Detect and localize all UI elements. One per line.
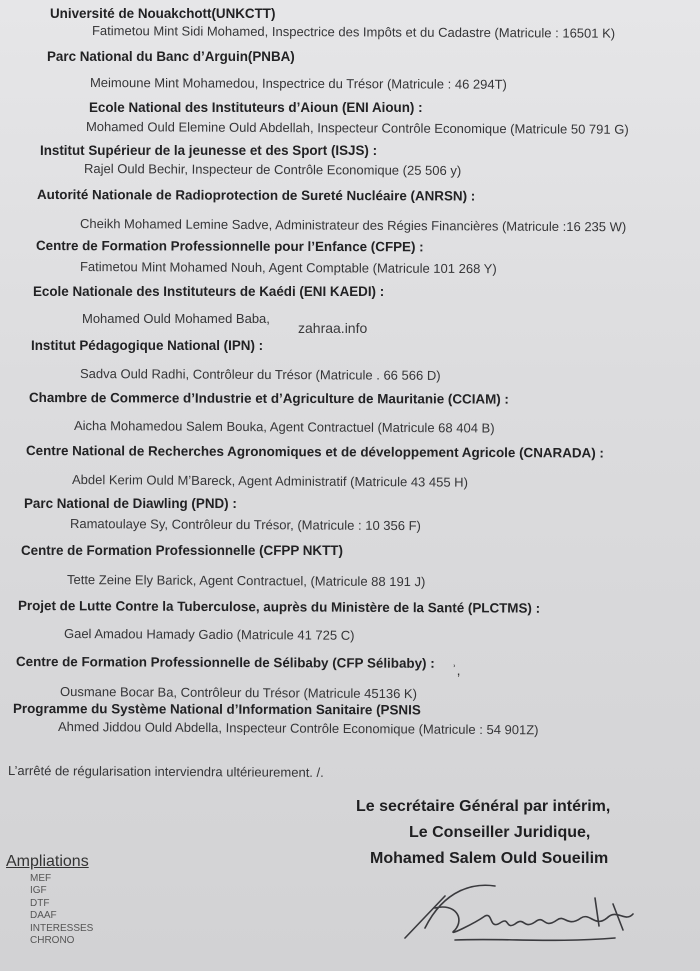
signatory-title: Le secrétaire Général par intérim, [356, 798, 611, 815]
staff-entry: Fatimetou Mint Sidi Mohamed, Inspectrice des Impôts et du Cadastre (Matricule : 16501 K) [91, 23, 616, 41]
institution-heading: Chambre de Commerce d’Industrie et d’Agriculture de Mauritanie (CCIAM) : [28, 390, 509, 407]
ampliation-item: DAAF [30, 910, 57, 922]
staff-entry: Rajel Ould Bechir, Inspecteur de Contrôle Economique (25 506 y) [83, 161, 462, 178]
institution-heading: Centre de Formation Professionnelle (CFPP NKTT) [21, 543, 343, 558]
signatory-name: Mohamed Salem Ould Soueilim [370, 850, 609, 867]
staff-entry: Aicha Mohamedou Salem Bouka, Agent Contractuel (Matricule 68 404 B) [73, 418, 495, 436]
staff-entry: Ramatoulaye Sy, Contrôleur du Trésor, (Matricule : 10 356 F) [69, 516, 421, 534]
institution-heading: Projet de Lutte Contre la Tuberculose, auprès du Ministère de la Santé (PLCTMS) : [17, 598, 541, 616]
staff-entry: Ousmane Bocar Ba, Contrôleur du Trésor (Matricule 45136 K) [59, 684, 417, 702]
signatory-role: Le Conseiller Juridique, [409, 824, 591, 841]
staff-entry: Sadva Ould Radhi, Contrôleur du Trésor (Matricule . 66 566 D) [79, 366, 441, 383]
staff-entry: Cheikh Mohamed Lemine Sadve, Administrateur des Régies Financières (Matricule :16 235 W) [79, 216, 627, 235]
pen-mark: ʾ, [452, 662, 461, 678]
institution-heading: Autorité Nationale de Radioprotection de Sureté Nucléaire (ANRSN) : [36, 187, 476, 204]
staff-entry: Gael Amadou Hamady Gadio (Matricule 41 725 C) [63, 626, 355, 643]
closing-statement: L’arrêté de régularisation interviendra ultérieurement. /. [7, 763, 324, 780]
ampliation-item: MEF [30, 873, 52, 884]
staff-entry: Meimoune Mint Mohamedou, Inspectrice du Trésor (Matricule : 46 294T) [89, 75, 507, 92]
institution-heading: Centre National de Recherches Agronomiques et de développement Agricole (CNARADA) : [25, 443, 604, 461]
institution-heading: Centre de Formation Professionnelle de Sélibaby (CFP Sélibaby) : [15, 654, 435, 671]
institution-heading: Institut Pédagogique National (IPN) : [31, 338, 264, 353]
institution-heading: Institut Supérieur de la jeunesse et des Sport (ISJS) : [40, 143, 378, 158]
institution-heading: Parc National du Banc d’Arguin(PNBA) [47, 49, 295, 64]
handwritten-signature [385, 868, 645, 968]
staff-entry: Fatimetou Mint Mohamed Nouh, Agent Comptable (Matricule 101 268 Y) [79, 259, 497, 277]
institution-heading: Ecole Nationale des Instituteurs de Kaédi (ENI KAEDI) : [33, 284, 385, 299]
ampliations-list [30, 873, 93, 947]
staff-entry: Tette Zeine Ely Barick, Agent Contractuel, (Matricule 88 191 J) [66, 572, 426, 590]
institution-heading: Centre de Formation Professionnelle pour l’Enfance (CFPE) : [35, 238, 424, 255]
ampliations-heading: Ampliations [6, 853, 89, 870]
staff-entry: Abdel Kerim Ould M’Bareck, Agent Administratif (Matricule 43 455 H) [71, 472, 468, 490]
staff-entry: Ahmed Jiddou Ould Abdella, Inspecteur Contrôle Economique (Matricule : 54 901Z) [57, 719, 539, 738]
watermark: zahraa.info [298, 320, 368, 336]
institution-heading: Ecole National des Instituteurs d’Aioun (ENI Aioun) : [89, 100, 423, 115]
ampliation-item: INTERESSES [30, 922, 94, 934]
ampliation-item: IGF [30, 885, 47, 897]
ampliation-item: CHRONO [30, 935, 75, 947]
ampliation-item: DTF [30, 897, 50, 909]
staff-entry: Mohamed Ould Mohamed Baba, [82, 311, 270, 326]
institution-heading: Université de Nouakchott(UNKCTT) [50, 6, 276, 21]
institution-heading: Programme du Système National d’Information Sanitaire (PSNIS [12, 701, 421, 718]
staff-entry: Mohamed Ould Elemine Ould Abdellah, Inspecteur Contrôle Economique (Matricule 50 791 G) [85, 119, 629, 137]
institution-heading: Parc National de Diawling (PND) : [24, 496, 237, 511]
